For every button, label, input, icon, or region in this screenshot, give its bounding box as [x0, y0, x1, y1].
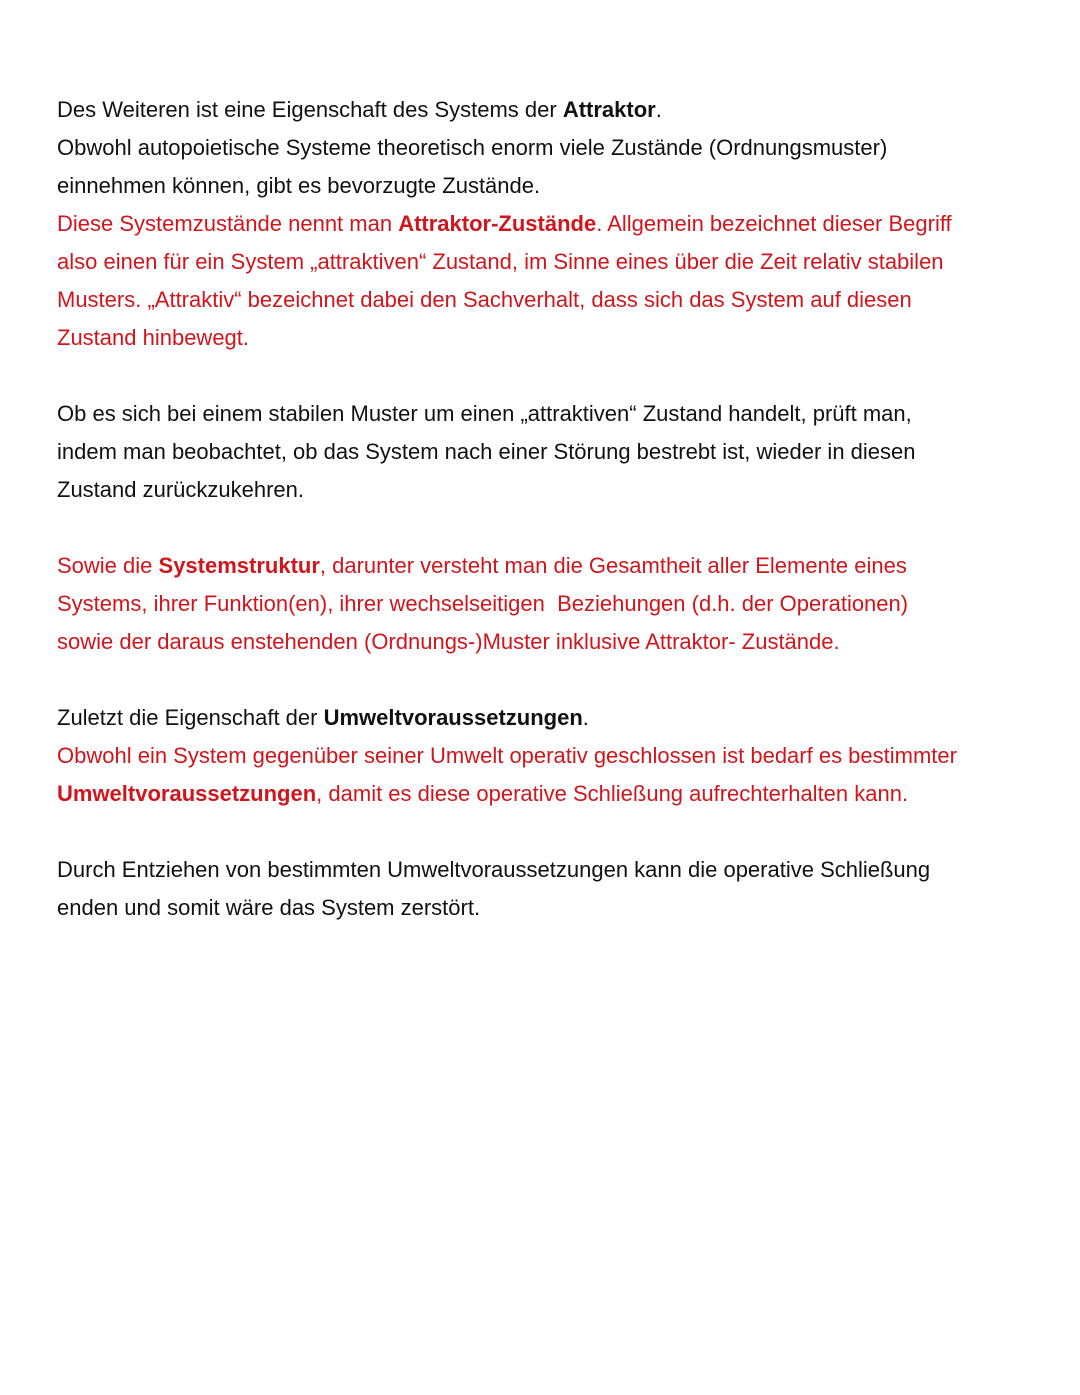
term-attraktor-zustaende: Attraktor-Zustände	[398, 211, 597, 236]
paragraph-stability-check: Ob es sich bei einem stabilen Muster um einen „attraktiven“ Zustand handelt, prüft man, indem man beobachtet, ob das System nach einer Störung bestrebt ist, wieder in diesen Zustand zurückzukehren.	[57, 401, 916, 502]
term-umweltvoraussetzungen-red: Umweltvoraussetzungen	[57, 781, 317, 806]
paragraph-umwelt-definition: Obwohl ein System gegenüber seiner Umwelt operativ geschlossen ist bedarf es bestimmter Umweltvoraussetzungen, damit es diese operative Schließung aufrechterhalten kann.	[57, 743, 957, 806]
term-umweltvoraussetzungen: Umweltvoraussetzungen	[323, 705, 583, 730]
paragraph-gap	[57, 357, 1032, 395]
paragraph-attraktor-intro: Des Weiteren ist eine Eigenschaft des Systems der Attraktor.	[57, 97, 662, 122]
term-attraktor: Attraktor	[562, 97, 656, 122]
paragraph-gap	[57, 661, 1032, 699]
term-systemstruktur: Systemstruktur	[158, 553, 320, 578]
paragraph-attraktor-definition: Diese Systemzustände nennt man Attraktor-Zustände. Allgemein bezeichnet dieser Begriff also einen für ein System „attraktiven“ Zustand, im Sinne eines über die Zeit relativ stabilen Musters. „Attraktiv“ bezeichnet dabei den Sachverhalt, dass sich das System auf diesen Zustand hinbewegt.	[57, 211, 952, 350]
paragraph-umwelt-intro: Zuletzt die Eigenschaft der Umweltvoraussetzungen.	[57, 705, 589, 730]
paragraph-systemstruktur: Sowie die Systemstruktur, darunter versteht man die Gesamtheit aller Elemente eines Systems, ihrer Funktion(en), ihrer wechselseitigen Beziehungen (d.h. der Operationen) sowie der daraus enstehenden (Ordnungs-)Muster inklusive Attraktor- Zustände.	[57, 553, 909, 654]
paragraph-gap	[57, 509, 1032, 547]
paragraph-umwelt-consequence: Durch Entziehen von bestimmten Umweltvoraussetzungen kann die operative Schließung enden und somit wäre das System zerstört.	[57, 857, 931, 920]
paragraph-gap	[57, 813, 1032, 851]
document-page	[57, 91, 1032, 927]
paragraph-states: Obwohl autopoietische Systeme theoretisch enorm viele Zustände (Ordnungsmuster) einnehmen können, gibt es bevorzugte Zustände.	[57, 135, 888, 198]
